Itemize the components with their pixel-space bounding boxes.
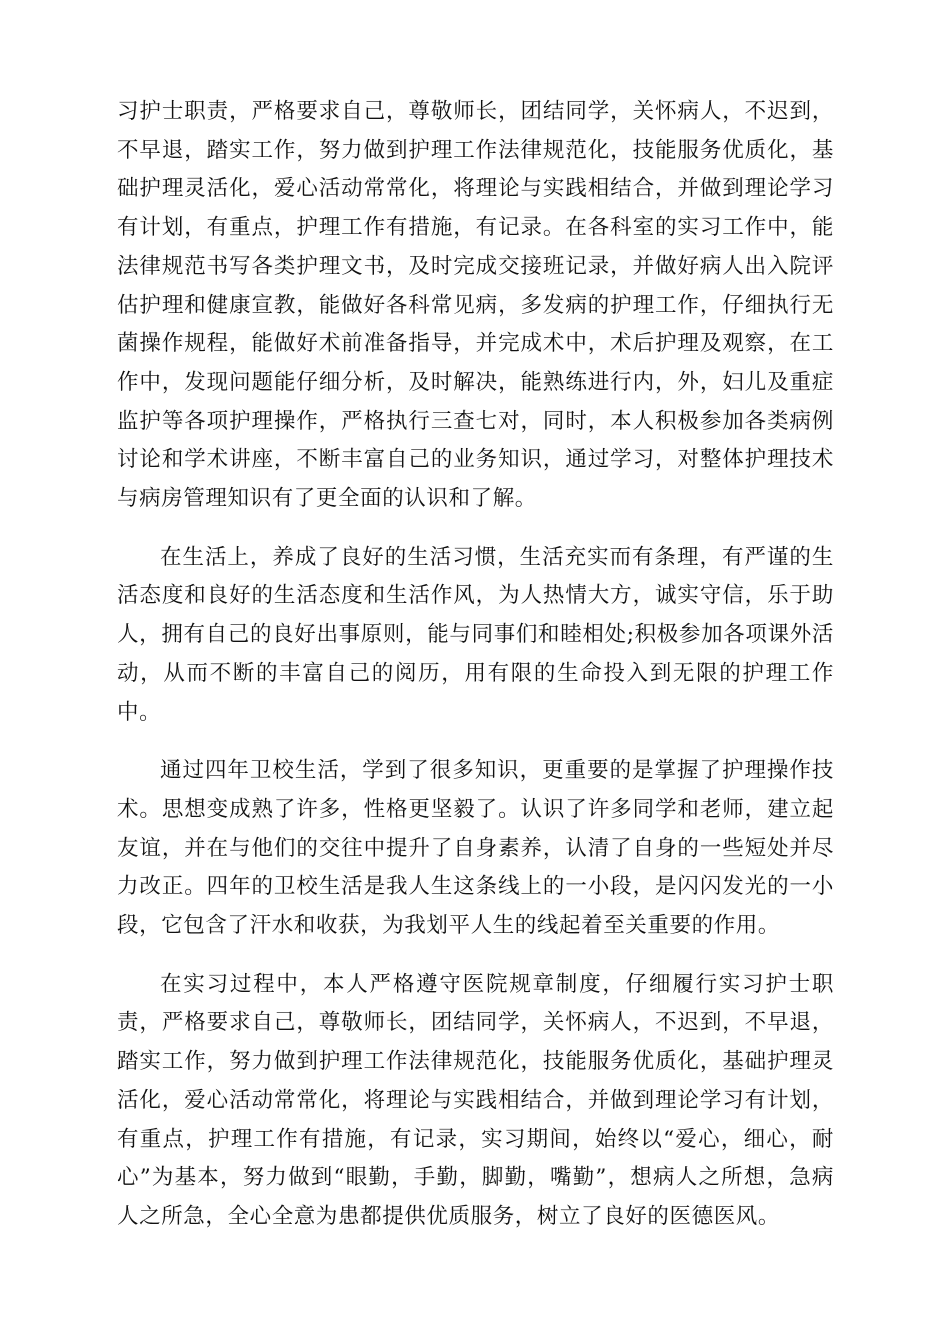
paragraph-internship: 在实习过程中，本人严格遵守医院规章制度，仔细履行实习护士职责，严格要求自己，尊敬师长，团结同学，关怀病人，不迟到，不早退，踏实工作，努力做到护理工作法律规范化，技能服务优质化，基础护理灵活化，爱心活动常常化，将理论与实践相结合，并做到理论学习有计划，有重点，护理工作有措施，有记录，实习期间，始终以“爱心，细心，耐心”为基本，努力做到“眼勤，手勤，脚勤，嘴勤”，想病人之所想，急病人之所急，全心全意为患都提供优质服务，树立了良好的医德医风。 [117, 971, 834, 1229]
document-body [117, 93, 834, 1257]
paragraph-school: 通过四年卫校生活，学到了很多知识，更重要的是掌握了护理操作技术。思想变成熟了许多，性格更坚毅了。认识了许多同学和老师，建立起友谊，并在与他们的交往中提升了自身素养，认清了自身的一些短处并尽力改正。四年的卫校生活是我人生这条线上的一小段，是闪闪发光的一小段，它包含了汗水和收获，为我划平人生的线起着至关重要的作用。 [117, 758, 834, 939]
paragraph-continued: 习护士职责，严格要求自己，尊敬师长，团结同学，关怀病人，不迟到，不早退，踏实工作，努力做到护理工作法律规范化，技能服务优质化，基础护理灵活化，爱心活动常常化，将理论与实践相结合，并做到理论学习有计划，有重点，护理工作有措施，有记录。在各科室的实习工作中，能法律规范书写各类护理文书，及时完成交接班记录，并做好病人出入院评估护理和健康宣教，能做好各科常见病，多发病的护理工作，仔细执行无菌操作规程，能做好术前准备指导，并完成术中，术后护理及观察，在工作中，发现问题能仔细分析，及时解决，能熟练进行内，外，妇儿及重症监护等各项护理操作，严格执行三查七对，同时，本人积极参加各类病例讨论和学术讲座，不断丰富自己的业务知识，通过学习，对整体护理技术与病房管理知识有了更全面的认识和了解。 [117, 99, 834, 512]
paragraph-life: 在生活上，养成了良好的生活习惯，生活充实而有条理，有严谨的生活态度和良好的生活态度和生活作风，为人热情大方，诚实守信，乐于助人，拥有自己的良好出事原则，能与同事们和睦相处;积极参加各项课外活动，从而不断的丰富自己的阅历，用有限的生命投入到无限的护理工作中。 [117, 544, 834, 725]
